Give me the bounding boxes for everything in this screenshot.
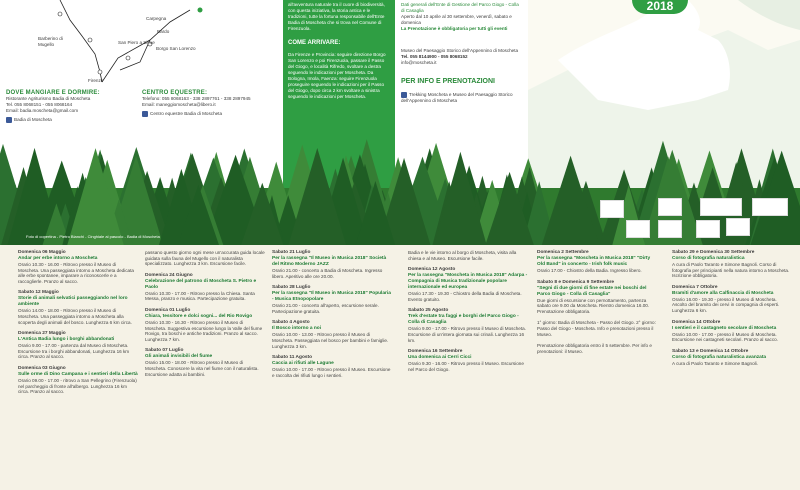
logo-parco [658,220,682,238]
dove-fb-label: Badia di Moscheta [14,117,52,123]
event-title: Per la rassegna "Moscheta in Musica 2018" Adarpa - Compagnia di Musica tradizionale popolare internazionale ed europea [408,273,528,291]
event-title: Celebrazione del patrono di Moscheta S. Pietro e Paolo [145,278,257,290]
year-badge: 2018 [632,0,688,14]
event-date: Sabato 25 Agosto [408,308,449,314]
event-date: Domenica 24 Giugno [145,272,193,278]
event-item [672,250,792,279]
event-title: Chiara, tessitore e dolci sogni... del Rio Rovigo [145,313,253,319]
event-column [672,250,792,372]
event-title: Bramiti d'amore alla Calfinaccia di Moscheta [672,290,774,296]
event-description: Orario 21.00 - concerto all'aperto, escursione serale. Partecipazione gratuita. [272,303,379,314]
event-description: passano questo giorno ogni mese un'accurata guida locale guidata sulla fauna del Mugello con il naturalista specializzato. Lunghezza 3 km. Escursione facile. [145,250,265,267]
event-description: A cura di Paolo Taranto e Simone Bagnoli. Corso di fotografia per principianti nella natura intorno a Moscheta. Iscrizione obbligatoria. [672,262,790,279]
event-item [145,250,265,267]
event-date: Sabato 21 Luglio [272,250,311,255]
event-item [18,250,138,284]
event-item [672,320,792,343]
centro-block [142,90,280,117]
event-description: Orario 14.00 - 18.00 - Ritrovo presso il Museo di Moscheta. Una passeggiata intorno a Moscheta alla scoperta degli animali del bosco. Lunghezza 6 km circa. [18,308,132,325]
map-label-bardo: Bardo [157,29,170,34]
event-item [18,366,138,395]
event-item [272,285,392,314]
dove-line-2: Tel. 055 8068151 - 055 8068164 [6,102,73,107]
event-date: Sabato 11 Agosto [272,355,313,361]
event-description: Orario 9.00 - 17.00 - Ritrovo presso il Museo di Moscheta. Escursione di un'intera giornata sui crinali. Lunghezza 16 km. [408,326,526,343]
info-museo-block [401,48,523,66]
dove-line-1: Ristorante Agriturismo Badia di Moscheta [6,96,91,101]
event-date: Domenica 2 Settembre [537,250,589,255]
info-fb-label: Trekking Moscheta e Museo del Paesaggio Storico dell'Appennino di Moscheta [401,92,513,104]
map-label-san-piero: San Piero a Sieve [118,40,155,45]
event-item [537,320,657,337]
info-facebook-link[interactable] [401,92,523,104]
event-item [537,343,657,354]
centro-line-1: Telefono: 055 8068163 - 338 2897761 - 338 2897945 [142,96,251,101]
event-title: Corso di fotografia naturalistica [672,256,745,261]
centro-fb-label: Centro equestre Badia di Moscheta [150,111,223,117]
event-description: Orario 10.00 - 17.00 - Ritrovo presso il Museo. Escursione e raccolta dei rifiuti lungo i sentieri. [272,367,391,378]
facebook-icon [401,92,407,98]
logo-agrituristica [700,198,742,216]
event-title: Storie di animali selvatici passeggiando nel loro ambiente [18,296,128,308]
event-description: Orario 9.00 - 17.00 - partenza dal Museo di Moscheta. Escursione tra i borghi abbandonati, Lunghezza 16 km circa. Pranzo al sacco. [18,343,130,360]
event-date: Sabato 4 Agosto [272,320,310,326]
event-item [18,331,138,360]
event-column [537,250,657,360]
logo-museo [626,220,650,238]
event-item [18,290,138,325]
event-date: Domenica 7 Ottobre [672,284,718,290]
event-date: Domenica 01 Luglio [145,307,191,313]
cover-photo-credit: Foto di copertina - Pietro Bianchi - Cinghiale al pascolo - Badia di Moscheta [26,234,160,239]
event-description: Orario 10.30 - 17.00 - Ritrovo presso la Chiesa. Santa Messa, pranzo e musica. Partecipazione gratuita. [145,290,255,302]
event-description: Orario 17.00 - Chiostro della Badia. Ingresso libero. [537,268,642,273]
event-description: A cura di Paolo Taranto e Simone Bagnoli. [672,360,758,366]
logo-unione-comuni [658,198,682,216]
event-date: Domenica 14 Ottobre [672,319,721,325]
info-museo-name: Museo del Paesaggio Storico dell'Appennino di Moscheta [401,48,519,53]
info-top-block [401,2,523,32]
event-title: Per la rassegna "Il Museo in Musica 2018" Popularia - Musica Etnopopolare [272,291,391,303]
event-date: Domenica 16 Settembre [408,349,463,355]
event-date: Domenica 12 Agosto [408,267,456,273]
event-column [18,250,138,401]
event-description: Orario 21.00 - concerto a Badia di Moscheta. Ingresso libero. Aperitivo alle ore 20.00. [272,268,383,279]
centro-title: CENTRO EQUESTRE: [142,90,208,96]
event-date: Sabato 8 e Domenica 9 Settembre [537,279,615,285]
dove-title: DOVE MANGIARE E DORMIRE: [6,90,100,96]
event-item [672,349,792,367]
event-date: Domenica 06 Maggio [18,250,66,255]
event-description: Orario 17.30 - 19.30 - Chiostro della Badia di Moscheta. Evento gratuito. [408,291,522,302]
event-item [408,349,528,372]
dove-block [6,90,142,123]
map-label-barberino: Barberino di Mugello [38,36,63,47]
event-date: Sabato 28 Luglio [272,285,311,291]
event-description: Orario 10.30 - 16.30 - Ritrovo presso il Museo di Moscheta. Suggestiva escursione lungo la Valle del fiume Rovigo, tra boschi e antiche tradizioni. Pranzo al sacco. Lunghezza 7 km. [145,319,263,342]
event-item [145,348,265,377]
event-title: Per la rassegna "Il Museo in Musica 2018" Società del Ritmo Moderno JAZZ [272,256,387,267]
event-title: Trek d'estate tra faggi e borghi del Parco Giogo - Colla di Casaglia [408,314,519,326]
logo-regione [600,200,624,218]
event-description: 1° giorno: Badia di Moscheta - Passo del Giogo. 2° giorno: Passo del Giogo - Moscheta. Info e prenotazioni presso il Museo. [537,320,656,337]
green-intro-text: all'avventura naturale tra il cuore di biodiversità, con questa iniziativa, la storia antica e le tradizioni, tutte la fortuna responsabile dell'Ente Badia di Moscheta che si trova nel Comune di Firenzuola. [288,2,385,31]
logo-ciaf [726,218,750,236]
event-date: Sabato 12 Maggio [18,290,59,296]
info-top-line-2: Aperto dal 10 aprile al 30 settembre, venerdì, sabato e domenica [401,14,512,25]
centro-line-2[interactable]: Email: maneggiomoscheta@libero.it [142,102,216,107]
facebook-icon [142,111,148,117]
info-email[interactable]: info@moscheta.it [401,60,437,65]
event-item [272,355,392,378]
event-item [272,320,392,349]
logo-san-carlo [752,198,788,216]
event-description: Orario 9.30 - 16.00 - Ritrovo presso il Museo. Escursione nel Parco del Giogo. [408,361,524,372]
info-title: PER INFO E PRENOTAZIONI [401,78,495,85]
dove-line-3[interactable]: Email: badia.moscheta@gmail.com [6,108,79,113]
event-title: Gli animali invisibili del fiume [145,354,213,360]
info-top-line-1: Dati generali dell'Ente di Gestione del Parco Giogo - Colla di Casaglia [401,2,519,13]
event-date: Sabato 13 e Domenica 14 Ottobre [672,348,749,354]
event-title: L'Antica Badia lungo i borghi abbandonati [18,337,115,343]
event-column [272,250,392,384]
come-arrivare-title: COME ARRIVARE: [288,40,341,46]
info-top-line-3: La Prenotazione è obbligatoria per tutti gli eventi [401,26,508,31]
event-description: Prenotazione obbligatoria entro il 5 settembre. Per info e prenotazioni: il Museo. [537,343,652,354]
event-item [408,250,528,261]
centro-facebook-link[interactable] [142,111,280,117]
event-description: Orario 10.30 - 16.00 - Ritrovo presso il Museo di Moscheta. Una passeggiata intorno a Moscheta dedicata alle erbe spontanee, imparare a riconoscerle e a raccoglierle. Pranzo al sacco. [18,262,134,284]
event-title: Andar per erbe intorno a Moscheta [18,256,98,261]
map-label-carpegna: Carpegna [146,16,167,21]
event-title: Per la rassegna "Moscheta in Musica 2018" "Dirty Old Band" in concerto - Irish folk music [537,256,651,267]
event-description: Orario 10.00 - 17.00 - presso il Museo di Moscheta. Escursione nei castagneti secolari. Pranzo al sacco. [672,331,778,343]
event-description: Orario 10.00 - 13.00 - Ritrovo presso il Museo di Moscheta. Passeggiata nel bosco per bambini e famiglie. Lunghezza 3 km. [272,332,389,349]
dove-facebook-link[interactable] [6,117,142,123]
event-column [408,250,528,378]
event-description: Orario 15.00 - 18.00 - Ritrovo presso il Museo di Moscheta. Conoscere la vita nel fiume con il naturalista. Escursione adatta ai bambini. [145,360,259,377]
logo-cooperativa [696,220,720,238]
event-description: Orario 09.00 - 17.00 - ritrovo a San Pellegrino (Firenzuola) nel parcheggio di fronte all'albergo. Lunghezza 16 km circa. Pranzo al sacco. [18,377,137,395]
come-arrivare-text: Da Firenze e Provincia: seguire direzione Borgo San Lorenzo e poi Firenzuola, passare il Passo del Giogo, e località Rifredo, svoltare a destra seguendo le indicazioni per Moscheta. Da Bologna, Imola, Faenza: seguire Firenzuola proseguire seguendo le indicazioni per il Passo del Giogo, dopo circa 2 km svoltare a sinistra seguendo le indicazioni per Moscheta. [288,52,386,99]
event-date: Domenica 27 Maggio [18,331,66,337]
info-tel: Tel. 055 8144900 - 055 8068152 [401,54,468,59]
event-column [145,250,265,383]
sponsor-logos [596,190,800,245]
event-item [272,250,392,279]
event-date: Sabato 29 e Domenica 30 Settembre [672,250,755,255]
event-item [145,273,265,302]
event-title: Caccia ai rifiuti alle Lagune [272,361,334,367]
event-description: Orario 16.00 - 19.30 - presso il Museo di Moscheta. Ascolto del bramito dei cervi in compagnia di esperti. Lunghezza 6 km. [672,296,780,313]
map-label-firenze: Firenze [88,78,104,83]
event-title: Il Bosco intorno a noi [272,326,322,332]
event-item [537,250,657,274]
event-date: Sabato 07 Luglio [145,348,184,354]
event-item [408,308,528,343]
event-description: Due giorni di escursione con pernottamento, partenza sabato ore 9.00 da Moscheta. Rientro domenica 16.00. Prenotazione obbligatoria. [537,297,650,314]
event-item [672,285,792,314]
event-description: Badia e le vie intorno al borgo di Moscheta, visita alla chiesa e al Museo. Escursione facile. [408,250,517,261]
event-title: Corso di fotografia naturalistica avanzata [672,354,767,360]
event-date: Domenica 03 Giugno [18,365,66,371]
event-title: "Segni di due giorni di fine estate nei boschi del Parco Giogo - Colla di Casaglia" [537,285,647,297]
map-label-borgo: Borgo San Lorenzo [156,46,196,51]
event-item [145,308,265,342]
event-title: Una domenica ai Cerri Cicci [408,355,472,361]
event-item [408,267,528,302]
event-title: Sulle orme di Dino Campana e i sentieri della Libertà [18,371,138,377]
facebook-icon [6,117,12,123]
event-item [537,280,657,315]
event-title: I sentieri e il castagneto secolare di Moscheta [672,325,777,331]
